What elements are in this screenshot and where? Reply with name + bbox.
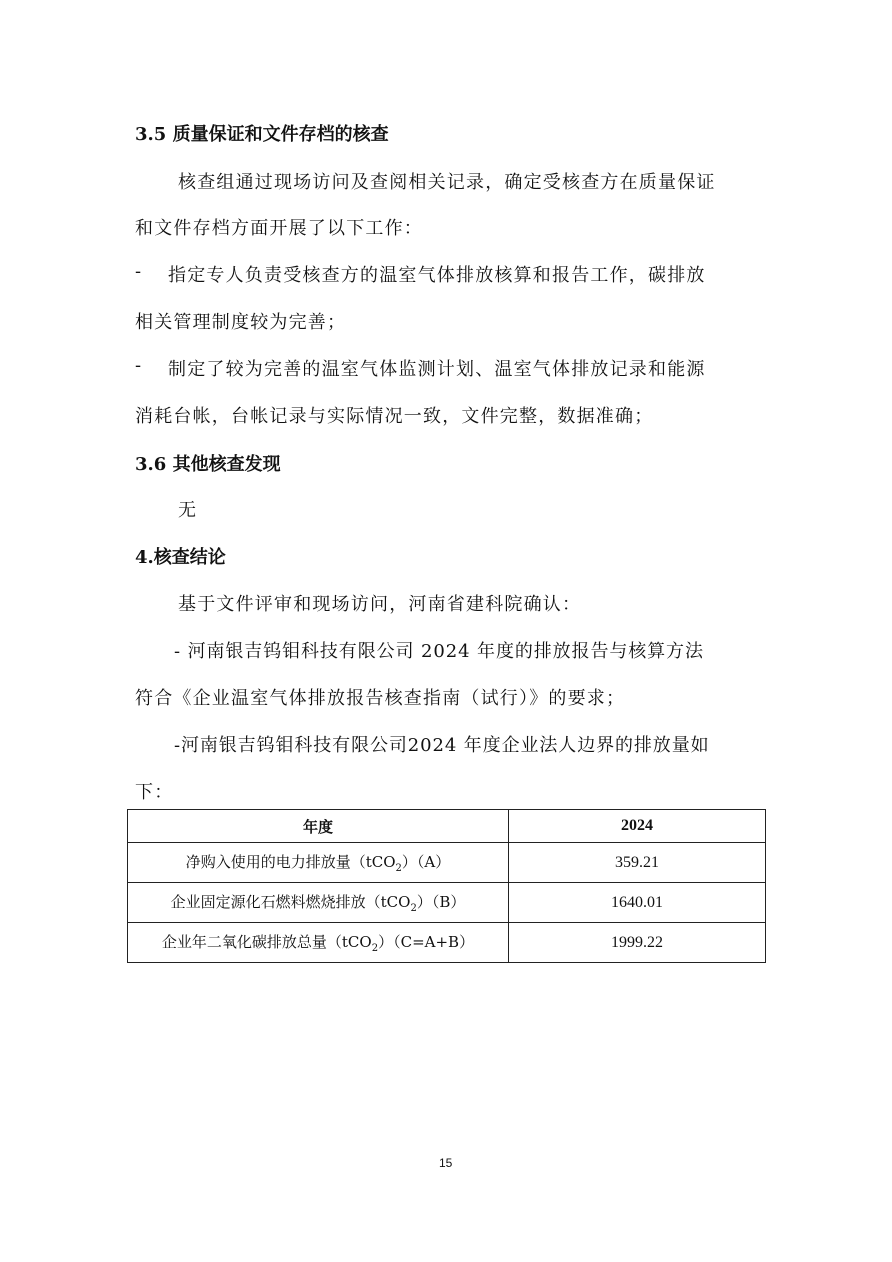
header-year-label: 年度 — [128, 810, 509, 843]
emissions-table — [127, 809, 766, 963]
section-4-intro: 基于文件评审和现场访问，河南省建科院确认： — [178, 594, 582, 615]
header-year-value: 2024 — [509, 810, 766, 843]
bullet1-line2: 相关管理制度较为完善； — [135, 312, 347, 333]
section-4-item1-line2: 符合《企业温室气体排放报告核查指南（试行）》的要求； — [135, 688, 626, 709]
table-row — [128, 923, 766, 963]
table-header-row — [128, 810, 766, 843]
bullet2-line2: 消耗台帐，台帐记录与实际情况一致，文件完整，数据准确； — [135, 406, 654, 427]
section-3-5-intro-line1: 核查组通过现场访问及查阅相关记录，确定受核查方在质量保证 — [178, 172, 716, 193]
section-4-heading: 4.核查结论 — [135, 547, 226, 568]
table-row — [128, 883, 766, 923]
row-value: 1999.22 — [509, 923, 766, 963]
row-label: 企业固定源化石燃料燃烧排放（tCO$_2$）（B） — [128, 883, 509, 923]
bullet2-line1: 制定了较为完善的温室气体监测计划、温室气体排放记录和能源 — [168, 359, 706, 380]
section-3-6-heading: 3.6 其他核查发现 — [135, 454, 281, 475]
bullet1-line1: 指定专人负责受核查方的温室气体排放核算和报告工作，碳排放 — [168, 265, 706, 286]
section-4-item2-line1: -河南银吉钨钼科技有限公司2024 年度企业法人边界的排放量如 — [174, 735, 710, 756]
bullet1-dash: - — [135, 261, 143, 282]
page-number: 15 — [439, 1156, 453, 1170]
row-value: 1640.01 — [509, 883, 766, 923]
section-3-6-body: 无 — [178, 500, 198, 521]
section-3-5-intro-line2: 和文件存档方面开展了以下工作： — [135, 218, 423, 239]
section-3-5-heading: 3.5 质量保证和文件存档的核查 — [135, 124, 389, 145]
row-value: 359.21 — [509, 843, 766, 883]
section-4-item1-line1: - 河南银吉钨钼科技有限公司 2024 年度的排放报告与核算方法 — [174, 641, 704, 662]
bullet2-dash: - — [135, 355, 143, 376]
row-label: 企业年二氧化碳排放总量（tCO$_2$）（C=A+B） — [128, 923, 509, 963]
table-row — [128, 843, 766, 883]
row-label: 净购入使用的电力排放量（tCO$_2$）（A） — [128, 843, 509, 883]
section-4-item2-line2: 下： — [135, 782, 174, 803]
